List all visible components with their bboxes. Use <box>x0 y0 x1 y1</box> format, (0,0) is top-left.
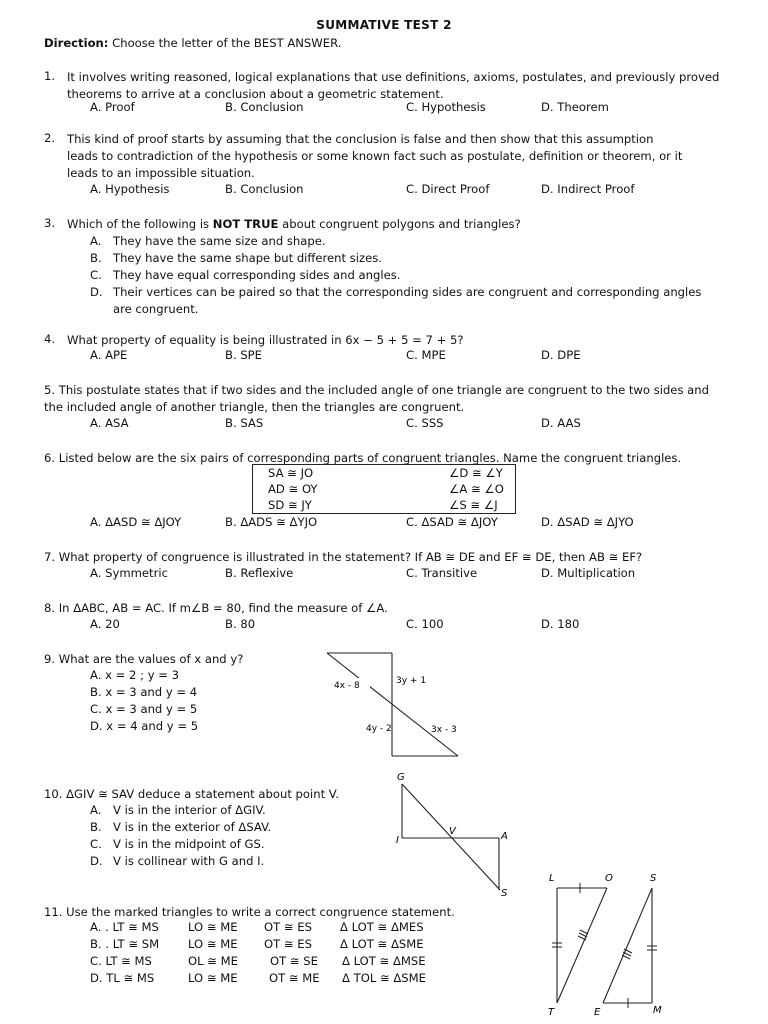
q10-label-a: A <box>501 831 508 842</box>
direction-label: Direction: <box>44 36 109 50</box>
q3-option-d <box>90 284 710 318</box>
pair-right-1: ∠D ≅ ∠Y <box>449 466 503 480</box>
q10-label-v: V <box>449 826 456 837</box>
q11-a-2: LO ≅ ME <box>188 920 238 934</box>
q7-option-d: D. Multiplication <box>541 566 636 580</box>
q3-option-c <box>90 267 710 284</box>
q11-c-4: Δ LOT ≅ ΔMSE <box>342 954 426 968</box>
q11-label-t: T <box>548 1007 555 1018</box>
q11-c-2: OL ≅ ME <box>188 954 238 968</box>
q5-option-d: D. AAS <box>541 416 581 430</box>
q1-option-c: C. Hypothesis <box>406 100 486 114</box>
q10-segment-gs <box>402 784 500 890</box>
q3-option-b <box>90 250 710 267</box>
q3-option-c-letter: C. <box>90 268 102 282</box>
q10-option-a <box>90 802 390 819</box>
q3-text <box>67 216 727 233</box>
q11-d-1: D. TL ≅ MS <box>90 971 155 985</box>
q5-text: 5. This postulate states that if two sides and the included angle of one triangle are congruent to the two sides and the included angle of another triangle, then the triangles are congruent. <box>44 383 709 414</box>
q11-a-3: OT ≅ ES <box>264 920 312 934</box>
q4-option-c: C. MPE <box>406 348 446 362</box>
q3-option-a-letter: A. <box>90 234 102 248</box>
pair-left-3: SD ≅ JY <box>268 498 312 512</box>
q11-text: 11. Use the marked triangles to write a correct congruence statement. <box>44 905 455 919</box>
q6-option-b: B. ΔADS ≅ ΔYJO <box>225 515 318 529</box>
q10-figure <box>390 768 520 900</box>
direction <box>44 36 341 50</box>
q11-a-1: A. . LT ≅ MS <box>90 920 159 934</box>
q3-option-d-text: Their vertices can be paired so that the corresponding sides are congruent and corresponding angles are congruent. <box>113 285 702 316</box>
q10-option-c-text: V is in the midpoint of GS. <box>113 837 265 851</box>
q10-label-g: G <box>397 772 405 783</box>
q11-figure <box>540 866 670 1022</box>
q3-text-bold: NOT TRUE <box>212 217 279 231</box>
q10-option-d-text: V is collinear with G and I. <box>113 854 265 868</box>
q9-option-d: D. x = 4 and y = 5 <box>90 719 199 733</box>
q9-text: 9. What are the values of x and y? <box>44 652 244 666</box>
q5-option-b: B. SAS <box>225 416 264 430</box>
q7-option-a: A. Symmetric <box>90 566 168 580</box>
pair-right-3: ∠S ≅ ∠J <box>449 498 498 512</box>
test-title: SUMMATIVE TEST 2 <box>316 18 452 32</box>
pair-right-2: ∠A ≅ ∠O <box>449 482 504 496</box>
q10-text: 10. ΔGIV ≅ SAV deduce a statement about point V. <box>44 787 339 801</box>
q11-label-s: S <box>650 873 657 884</box>
pair-left-1: SA ≅ JO <box>268 466 314 480</box>
q11-tick-ot-1 <box>580 930 588 934</box>
q3-option-b-text: They have the same shape but different sizes. <box>113 251 382 265</box>
q11-b-4: Δ LOT ≅ ΔSME <box>340 937 424 951</box>
q2-option-b: B. Conclusion <box>225 182 304 196</box>
q11-label-l: L <box>549 873 555 884</box>
q11-b-2: LO ≅ ME <box>188 937 238 951</box>
q4-text: What property of equality is being illustrated in 6x − 5 + 5 = 7 + 5? <box>67 333 464 347</box>
q7-option-b: B. Reflexive <box>225 566 294 580</box>
q6-option-d: D. ΔSAD ≅ ΔJYO <box>541 515 634 529</box>
q10-option-b-letter: B. <box>90 820 102 834</box>
q11-tick-ot-2 <box>579 933 587 937</box>
q9-option-c: C. x = 3 and y = 5 <box>90 702 198 716</box>
q7-text: 7. What property of congruence is illustrated in the statement? If AB ≅ DE and EF ≅ DE, then AB ≅ EF? <box>44 550 643 564</box>
direction-text: Choose the letter of the BEST ANSWER. <box>108 36 342 50</box>
q9-option-a: A. x = 2 ; y = 3 <box>90 668 180 682</box>
q2-option-a: A. Hypothesis <box>90 182 170 196</box>
q4-number: 4. <box>44 332 56 346</box>
q11-tick-se-3 <box>622 955 630 959</box>
q10-option-b-text: V is in the exterior of ΔSAV. <box>113 820 272 834</box>
q1-number: 1. <box>44 69 56 83</box>
q3-text-post: about congruent polygons and triangles? <box>278 217 521 231</box>
q9-label-4y-2: 4y - 2 <box>366 724 392 734</box>
q4-option-d: D. DPE <box>541 348 581 362</box>
q1-text: It involves writing reasoned, logical explanations that use definitions, axioms, postulates, and previously proved theorems to arrive at a conclusion about a geometric statement. <box>67 70 720 101</box>
q11-a-4: Δ LOT ≅ ΔMES <box>340 920 424 934</box>
q3-option-a <box>90 233 710 250</box>
q8-option-a: A. 20 <box>90 617 120 631</box>
q2-text: This kind of proof starts by assuming that the conclusion is false and then show that this assumption leads to contradiction of the hypothesis or some known fact such as postulate, definition or theorem, or it leads to an impossible situation. <box>67 132 683 180</box>
q3-option-a-text: They have the same size and shape. <box>113 234 326 248</box>
q8-option-c: C. 100 <box>406 617 444 631</box>
q9-label-4x-8: 4x - 8 <box>334 681 360 691</box>
q4-option-a: A. APE <box>90 348 128 362</box>
q10-option-c <box>90 836 390 853</box>
q11-side-ot <box>557 888 607 1003</box>
q10-option-a-letter: A. <box>90 803 102 817</box>
q10-option-d-letter: D. <box>90 854 103 868</box>
q2-option-d: D. Indirect Proof <box>541 182 635 196</box>
q9-label-3y+1: 3y + 1 <box>396 676 427 686</box>
pair-left-2: AD ≅ OY <box>268 482 318 496</box>
q3-option-d-letter: D. <box>90 285 103 299</box>
q2-option-c: C. Direct Proof <box>406 182 490 196</box>
q11-b-1: B. . LT ≅ SM <box>90 937 160 951</box>
q11-b-3: OT ≅ ES <box>264 937 312 951</box>
q8-option-d: D. 180 <box>541 617 580 631</box>
q10-label-s: S <box>501 888 508 899</box>
q11-d-3: OT ≅ ME <box>269 971 320 985</box>
q3-option-b-letter: B. <box>90 251 102 265</box>
q11-c-3: OT ≅ SE <box>270 954 318 968</box>
q10-option-b <box>90 819 390 836</box>
q4-option-b: B. SPE <box>225 348 263 362</box>
q1-option-a: A. Proof <box>90 100 135 114</box>
q10-option-a-text: V is in the interior of ΔGIV. <box>113 803 266 817</box>
q5-option-c: C. SSS <box>406 416 444 430</box>
q1-option-d: D. Theorem <box>541 100 609 114</box>
q9-label-3x-3: 3x - 3 <box>431 725 457 735</box>
q6-option-a: A. ΔASD ≅ ΔJOY <box>90 515 182 529</box>
q11-d-2: LO ≅ ME <box>188 971 238 985</box>
q8-text: 8. In ΔABC, AB = AC. If m∠B = 80, find the measure of ∠A. <box>44 601 388 615</box>
q5-option-a: A. ASA <box>90 416 129 430</box>
q9-option-b: B. x = 3 and y = 4 <box>90 685 198 699</box>
q9-figure <box>320 650 470 762</box>
q3-option-c-text: They have equal corresponding sides and angles. <box>113 268 401 282</box>
q3-text-pre: Which of the following is <box>67 217 213 231</box>
q11-c-1: C. LT ≅ MS <box>90 954 152 968</box>
q3-number: 3. <box>44 216 56 230</box>
q11-label-o: O <box>605 873 613 884</box>
q10-option-d <box>90 853 390 870</box>
q7-option-c: C. Transitive <box>406 566 478 580</box>
q11-label-e: E <box>594 1007 601 1018</box>
q11-d-4: Δ TOL ≅ ΔSME <box>342 971 426 985</box>
q11-label-m: M <box>653 1005 662 1016</box>
q1-option-b: B. Conclusion <box>225 100 304 114</box>
q6-option-c: C. ΔSAD ≅ ΔJOY <box>406 515 498 529</box>
q8-option-b: B. 80 <box>225 617 256 631</box>
q10-option-c-letter: C. <box>90 837 102 851</box>
q11-side-se <box>603 888 652 1003</box>
q6-text: 6. Listed below are the six pairs of corresponding parts of congruent triangles. Name the congruent triangles. <box>44 451 682 465</box>
q10-label-i: I <box>396 835 399 846</box>
q2-number: 2. <box>44 131 56 145</box>
